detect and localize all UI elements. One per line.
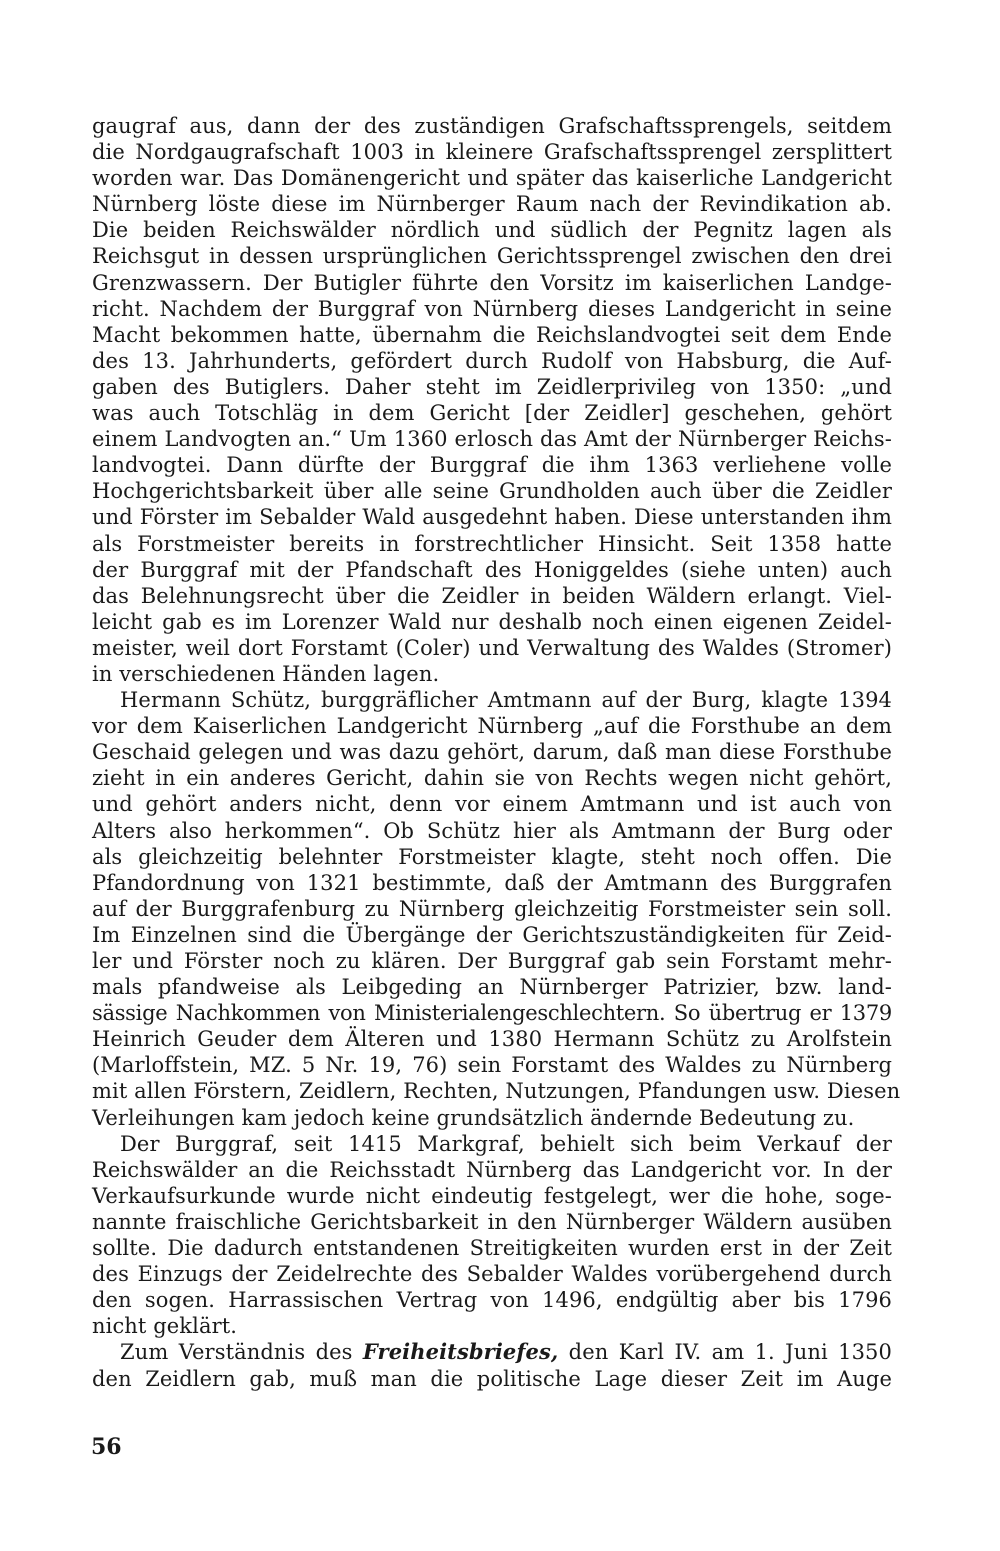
text-line: einem Landvogten an.“ Um 1360 erlosch das Amt der Nürnberger Reichs- (92, 427, 892, 452)
text-line: zieht in ein anderes Gericht, dahin sie von Rechts wegen nicht gehört, (92, 766, 892, 791)
text-line: vor dem Kaiserlichen Landgericht Nürnberg „auf die Forsthube an dem (92, 714, 892, 739)
text-line: Der Burggraf, seit 1415 Markgraf, behielt sich beim Verkauf der (120, 1131, 892, 1156)
text-line: des 13. Jahrhunderts, gefördert durch Rudolf von Habsburg, die Auf- (92, 348, 892, 373)
text-line: in verschiedenen Händen lagen. (92, 661, 440, 686)
text-line: worden war. Das Domänengericht und später das kaiserliche Landgericht (92, 166, 892, 191)
text-line: meister, weil dort Forstamt (Coler) und Verwaltung des Waldes (Stromer) (92, 635, 892, 660)
text-line: Pfandordnung von 1321 bestimmte, daß der Amtmann des Burggrafen (92, 870, 892, 895)
text-line: Reichsgut in dessen ursprünglichen Gerichtssprengel zwischen den drei (92, 244, 892, 269)
text-line (92, 1339, 892, 1365)
text-line: als Forstmeister bereits in forstrechtlicher Hinsicht. Seit 1358 hatte (92, 531, 892, 556)
text-line: als gleichzeitig belehnter Forstmeister klagte, steht noch offen. Die (92, 844, 892, 869)
text-line: (Marloffstein, MZ. 5 Nr. 19, 76) sein Forstamt des Waldes zu Nürnberg (92, 1053, 892, 1078)
text-line: und gehört anders nicht, denn vor einem Amtmann und ist auch von (92, 792, 892, 817)
text-line: Hochgerichtsbarkeit über alle seine Grundholden auch über die Zeidler (92, 479, 892, 504)
text-line: gaugraf aus, dann der des zuständigen Grafschaftssprengels, seitdem (92, 114, 892, 138)
text-line: Heinrich Geuder dem Älteren und 1380 Hermann Schütz zu Arolfstein (92, 1027, 892, 1052)
text-line: was auch Totschläg in dem Gericht [der Zeidler] geschehen, gehört (92, 401, 892, 426)
text-line: mals pfandweise als Leibgeding an Nürnberger Patrizier, bzw. land- (92, 975, 892, 1000)
text-line: landvogtei. Dann dürfte der Burggraf die ihm 1363 verliehene volle (92, 453, 892, 478)
text-line: Die beiden Reichswälder nördlich und südlich der Pegnitz lagen als (92, 218, 892, 243)
emphasis-freiheitsbriefes: Freiheitsbriefes, (362, 1339, 559, 1365)
text-run: den Karl IV. am 1. Juni 1350 (558, 1340, 892, 1365)
text-line: sässige Nachkommen von Ministerialengeschlechtern. So übertrug er 1379 (92, 1001, 892, 1026)
text-line: die Nordgaugrafschaft 1003 in kleinere Grafschaftssprengel zersplittert (92, 140, 892, 165)
text-line: Verkaufsurkunde wurde nicht eindeutig festgelegt, wer die hohe, soge- (92, 1183, 892, 1208)
text-line: des Einzugs der Zeidelrechte des Sebalder Waldes vorübergehend durch (92, 1262, 892, 1287)
text-line: Nürnberg löste diese im Nürnberger Raum nach der Revindikation ab. (92, 192, 892, 217)
text-line: Grenzwassern. Der Butigler führte den Vorsitz im kaiserlichen Landge- (92, 270, 892, 295)
text-run: Zum Verständnis des (120, 1340, 363, 1365)
page-body (92, 113, 901, 1392)
text-line: Alters also herkommen“. Ob Schütz hier als Amtmann der Burg oder (92, 818, 892, 843)
text-line: nicht geklärt. (92, 1314, 238, 1339)
body-text (92, 113, 901, 1339)
text-line: auf der Burggrafenburg zu Nürnberg gleichzeitig Forstmeister sein soll. (92, 896, 892, 921)
text-line: Geschaid gelegen und was dazu gehört, darum, daß man diese Forsthube (92, 740, 892, 765)
page-number: 56 (91, 1434, 122, 1460)
text-line: gaben des Butiglers. Daher steht im Zeidlerprivileg von 1350: „und (92, 374, 892, 399)
text-line: den Zeidlern gab, muß man die politische Lage dieser Zeit im Auge (92, 1366, 892, 1391)
text-line: den sogen. Harrassischen Vertrag von 1496, endgültig aber bis 1796 (92, 1288, 892, 1313)
paragraph (92, 1131, 892, 1340)
paragraph (92, 113, 892, 687)
text-line: Hermann Schütz, burggräflicher Amtmann auf der Burg, klagte 1394 (120, 688, 892, 713)
text-line: der Burggraf mit der Pfandschaft des Honiggeldes (siehe unten) auch (92, 557, 892, 582)
text-line: sollte. Die dadurch entstandenen Streitigkeiten wurden erst in der Zeit (92, 1236, 892, 1261)
text-line: Im Einzelnen sind die Übergänge der Gerichtszuständigkeiten für Zeid- (92, 922, 892, 947)
text-line: Macht bekommen hatte, übernahm die Reichslandvogtei seit dem Ende (92, 322, 892, 347)
paragraph (92, 687, 901, 1131)
text-line: richt. Nachdem der Burggraf von Nürnberg dieses Landgericht in seine (92, 296, 892, 321)
text-line: Verleihungen kam jedoch keine grundsätzlich ändernde Bedeutung zu. (92, 1105, 855, 1130)
text-line: das Belehnungsrecht über die Zeidler in beiden Wäldern erlangt. Viel- (92, 583, 892, 608)
text-line: nannte fraischliche Gerichtsbarkeit in den Nürnberger Wäldern ausüben (92, 1209, 892, 1234)
text-line: und Förster im Sebalder Wald ausgedehnt haben. Diese unterstanden ihm (92, 505, 892, 530)
text-line: ler und Förster noch zu klären. Der Burggraf gab sein Forstamt mehr- (92, 949, 892, 973)
text-line: Reichswälder an die Reichsstadt Nürnberg das Landgericht vor. In der (92, 1157, 892, 1182)
text-line: leicht gab es im Lorenzer Wald nur deshalb noch einen eigenen Zeidel- (92, 609, 892, 634)
text-line: mit allen Förstern, Zeidlern, Rechten, Nutzungen, Pfandungen usw. Diesen (92, 1079, 901, 1104)
paragraph-freiheitsbrief (92, 1339, 892, 1391)
